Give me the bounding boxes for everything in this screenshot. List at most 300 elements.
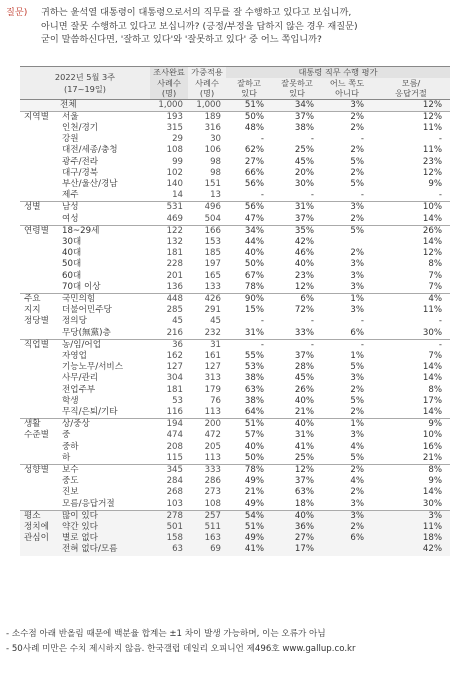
neither-pct: 1%	[350, 293, 364, 304]
bad-pct: 36%	[294, 522, 314, 533]
good-pct: 57%	[244, 430, 264, 441]
bad-pct: 40%	[294, 259, 314, 270]
good-pct: 40%	[244, 248, 264, 259]
question-block	[6, 6, 462, 47]
table-row	[20, 510, 450, 522]
row-group	[20, 453, 60, 465]
bad-pct: 42%	[294, 236, 314, 247]
good-pct: 31%	[244, 327, 264, 338]
bad-pct: 35%	[294, 225, 314, 236]
neither-pct: -	[360, 190, 364, 201]
weighted-count: 127	[204, 362, 221, 373]
weighted-count: 69	[210, 544, 221, 555]
dk-pct: 14%	[422, 213, 442, 224]
row-label: 기능노무/서비스	[62, 362, 124, 373]
sample-count: 36	[172, 339, 183, 350]
row-group: 주요	[24, 293, 41, 304]
row-group	[20, 499, 60, 511]
weighted-count: 504	[204, 213, 221, 224]
sample-count: 304	[166, 373, 183, 384]
dk-pct: 11%	[422, 522, 442, 533]
sample-count: 315	[166, 122, 183, 133]
table-row	[20, 123, 450, 134]
neither-pct: 3%	[350, 498, 364, 509]
sample-count: 158	[166, 533, 183, 544]
row-label: 인천/경기	[62, 122, 99, 133]
good-pct: 63%	[244, 384, 264, 395]
good-pct: 78%	[244, 281, 264, 292]
sample-count: 162	[166, 350, 183, 361]
row-group	[20, 271, 60, 282]
row-group: 평소	[24, 510, 41, 521]
sample-count: 63	[172, 544, 183, 555]
neither-pct: 2%	[350, 384, 364, 395]
bad-pct: 25%	[294, 145, 314, 156]
bad-pct: 6%	[300, 293, 314, 304]
row-group	[20, 134, 60, 145]
good-pct: -	[260, 190, 264, 201]
sample-count: 469	[166, 213, 183, 224]
bad-pct: 18%	[294, 498, 314, 509]
row-label: 약간 있다	[62, 522, 98, 533]
neither-pct: 3%	[350, 99, 364, 110]
good-pct: 62%	[244, 145, 264, 156]
sample-count: 501	[166, 522, 183, 533]
sample-count: 132	[166, 236, 183, 247]
table-row	[20, 134, 450, 145]
dk-pct: -	[438, 134, 442, 145]
dk-pct: 12%	[422, 167, 442, 178]
bad-pct: 63%	[294, 487, 314, 498]
neither-pct: 2%	[350, 122, 364, 133]
bad-pct: 30%	[294, 178, 314, 189]
neither-pct: 3%	[350, 202, 364, 213]
sample-count: 122	[166, 225, 183, 236]
bad-pct: 46%	[294, 248, 314, 259]
row-label: 자영업	[62, 350, 87, 361]
good-pct: 47%	[244, 213, 264, 224]
row-group: 정당별	[24, 316, 49, 327]
dk-pct: 7%	[428, 281, 442, 292]
table-row	[20, 99, 450, 111]
sample-count: 448	[166, 293, 183, 304]
dk-pct: 12%	[422, 99, 442, 110]
neither-pct: 2%	[350, 487, 364, 498]
neither-pct: 4%	[350, 441, 364, 452]
weighted-count: 197	[204, 259, 221, 270]
sample-count: 103	[166, 498, 183, 509]
row-group	[20, 351, 60, 362]
weighted-count: 13	[210, 190, 221, 201]
dk-pct: 30%	[422, 498, 442, 509]
dk-pct: 18%	[422, 533, 442, 544]
weighted-count: 30	[210, 134, 221, 145]
neither-pct: 2%	[350, 167, 364, 178]
table-row	[20, 237, 450, 248]
neither-pct: 3%	[350, 510, 364, 521]
question-line: 아니면 잘못 수행하고 있다고 보십니까? (긍정/부정을 답하지 않은 경우 재질문)	[41, 20, 358, 32]
weighted-count: 179	[204, 384, 221, 395]
good-pct: 55%	[244, 350, 264, 361]
row-label: 대전/세종/충청	[62, 145, 118, 156]
bad-pct: -	[310, 316, 314, 327]
row-label: 전체	[60, 99, 77, 110]
row-group	[20, 237, 60, 248]
bad-pct: 28%	[294, 362, 314, 373]
row-group	[20, 442, 60, 453]
dk-pct: 3%	[428, 510, 442, 521]
row-label: 남성	[62, 202, 79, 213]
bad-pct: 37%	[294, 350, 314, 361]
results-table	[20, 66, 450, 556]
dk-pct: 17%	[422, 395, 442, 406]
good-pct: 51%	[244, 522, 264, 533]
row-group	[20, 362, 60, 373]
row-label: 모름/응답거절	[62, 498, 115, 509]
good-pct: 40%	[244, 441, 264, 452]
table-row	[20, 190, 450, 202]
dk-pct: 11%	[422, 122, 442, 133]
bad-pct: 40%	[294, 395, 314, 406]
good-pct: 41%	[244, 544, 264, 555]
dk-pct: -	[438, 190, 442, 201]
row-label: 전혀 없다/모름	[62, 544, 118, 555]
table-row	[20, 385, 450, 396]
bad-pct: 33%	[294, 327, 314, 338]
row-label: 별로 없다	[62, 533, 98, 544]
neither-pct: 1%	[350, 350, 364, 361]
table-row	[20, 168, 450, 179]
dk-pct: 14%	[422, 362, 442, 373]
weighted-count: 189	[204, 111, 221, 122]
table-row	[20, 282, 450, 294]
weighted-count: 45	[210, 316, 221, 327]
table-row	[20, 225, 450, 237]
row-label: 무직/은퇴/기타	[62, 406, 118, 417]
weighted-count: 286	[204, 476, 221, 487]
dk-header: 모름/	[372, 78, 450, 89]
row-label: 제주	[62, 190, 79, 201]
weighted-count: 113	[204, 452, 221, 463]
weighted-count: 76	[210, 395, 221, 406]
weighted-count: 98	[210, 156, 221, 167]
dk-pct: -	[438, 316, 442, 327]
row-label: 더불어민주당	[62, 305, 112, 316]
good-pct: 51%	[244, 99, 264, 110]
row-label: 정의당	[62, 316, 87, 327]
row-label: 중	[62, 430, 71, 441]
neither-pct: 5%	[350, 156, 364, 167]
row-group	[20, 179, 60, 190]
weighted-count: 166	[204, 225, 221, 236]
row-label: 국민의힘	[62, 293, 96, 304]
weighted-count: 200	[204, 419, 221, 430]
weighted-count: 165	[204, 270, 221, 281]
row-group: 직업별	[24, 339, 49, 350]
weighted-count: 98	[210, 167, 221, 178]
neither-pct: 3%	[350, 270, 364, 281]
good-pct: 38%	[244, 373, 264, 384]
dk-pct: 30%	[422, 327, 442, 338]
row-label: 많이 있다	[62, 510, 98, 521]
row-group	[20, 544, 60, 555]
bad-header-2: 있다	[272, 88, 322, 99]
row-label: 18~29세	[62, 225, 100, 236]
sample-done-header: 조사완료	[150, 67, 188, 78]
bad-pct: 23%	[294, 270, 314, 281]
bad-pct: 72%	[294, 305, 314, 316]
table-row	[20, 293, 450, 305]
table-row	[20, 442, 450, 453]
weighted-count: 257	[204, 510, 221, 521]
weighted-cases-header: 사례수	[188, 78, 226, 89]
row-group: 지지	[24, 305, 41, 316]
footnote: - 소수점 아래 반올림 때문에 백분율 합계는 ±1 차이 발생 가능하며, 이는 오류가 아님	[6, 629, 326, 639]
sample-count: 193	[166, 111, 183, 122]
good-pct: 50%	[244, 452, 264, 463]
row-label: 상/중상	[62, 419, 90, 430]
neither-pct: 5%	[350, 395, 364, 406]
weighted-count: 291	[204, 305, 221, 316]
period-header	[20, 67, 150, 100]
bad-pct: 31%	[294, 430, 314, 441]
dk-pct: 10%	[422, 430, 442, 441]
neither-header: 어느 쪽도	[322, 78, 372, 89]
dk-pct: 21%	[422, 452, 442, 463]
dk-pct: 11%	[422, 145, 442, 156]
table-body	[20, 99, 450, 556]
good-pct: 51%	[244, 419, 264, 430]
row-group	[20, 157, 60, 168]
table-row	[20, 316, 450, 327]
neither-pct: 6%	[350, 533, 364, 544]
table-row	[20, 157, 450, 168]
dk-pct: 7%	[428, 350, 442, 361]
row-group	[20, 328, 60, 340]
row-group: 관심이	[24, 533, 49, 544]
dk-pct: 11%	[422, 305, 442, 316]
bad-pct: 38%	[294, 122, 314, 133]
table-row	[20, 465, 450, 477]
row-group	[20, 145, 60, 156]
dk-pct: 12%	[422, 248, 442, 259]
row-label: 부산/울산/경남	[62, 178, 118, 189]
table-row	[20, 362, 450, 373]
dk-pct: 14%	[422, 487, 442, 498]
dk-pct: 9%	[428, 178, 442, 189]
sample-count: 345	[166, 465, 183, 475]
neither-pct: 2%	[350, 465, 364, 475]
neither-pct: 5%	[350, 178, 364, 189]
weighted-count: 113	[204, 406, 221, 417]
good-pct: 38%	[244, 395, 264, 406]
weighted-count: 133	[204, 281, 221, 292]
weighted-count: 161	[204, 350, 221, 361]
table-row	[20, 533, 450, 544]
dk-pct: 12%	[422, 111, 442, 122]
good-header: 잘하고	[226, 78, 272, 89]
neither-pct: 2%	[350, 248, 364, 259]
good-pct: 64%	[244, 406, 264, 417]
good-pct: 56%	[244, 178, 264, 189]
sample-count: 194	[166, 419, 183, 430]
neither-pct	[322, 544, 372, 555]
sample-count: 208	[166, 441, 183, 452]
dk-pct: 42%	[422, 544, 442, 555]
good-pct: 56%	[244, 202, 264, 213]
neither-pct: 2%	[350, 213, 364, 224]
table-row	[20, 339, 450, 351]
good-pct: 50%	[244, 111, 264, 122]
question-line: 귀하는 윤석열 대통령이 대통령으로서의 직무를 잘 수행하고 있다고 보십니까,	[41, 7, 352, 18]
good-pct: 27%	[244, 156, 264, 167]
bad-pct: 21%	[294, 406, 314, 417]
row-group	[20, 190, 60, 202]
good-pct: 48%	[244, 122, 264, 133]
table-row	[20, 351, 450, 362]
row-label: 하	[62, 452, 71, 463]
sample-count: 29	[172, 134, 183, 145]
bad-pct: 20%	[294, 167, 314, 178]
weighted-count: 273	[204, 487, 221, 498]
row-label: 대구/경북	[62, 167, 99, 178]
row-group	[20, 214, 60, 226]
sample-count: 216	[166, 327, 183, 338]
row-group: 정치에	[24, 522, 49, 533]
row-group: 성향별	[24, 465, 49, 475]
good-pct: 66%	[244, 167, 264, 178]
bad-pct: 37%	[294, 111, 314, 122]
row-label: 보수	[62, 465, 79, 475]
sample-count: 45	[172, 316, 183, 327]
weighted-count: 472	[204, 430, 221, 441]
sample-count: 474	[166, 430, 183, 441]
weighted-cases-unit: (명)	[188, 88, 226, 99]
weighted-count: 31	[210, 339, 221, 350]
table-row	[20, 544, 450, 555]
sample-count: 285	[166, 305, 183, 316]
neither-pct: 2%	[350, 522, 364, 533]
table-row	[20, 419, 450, 431]
weighted-count: 333	[204, 465, 221, 475]
bad-pct: 31%	[294, 202, 314, 213]
weighted-count: 106	[204, 145, 221, 156]
good-pct: 21%	[244, 487, 264, 498]
row-group	[20, 476, 60, 487]
weighted-count: 163	[204, 533, 221, 544]
question-text	[41, 6, 462, 47]
neither-pct: 3%	[350, 281, 364, 292]
period-line: (17~19일)	[64, 83, 106, 94]
table-row	[20, 328, 450, 340]
bad-pct: 45%	[294, 156, 314, 167]
sample-count: 115	[166, 452, 183, 463]
weighted-count: 153	[204, 236, 221, 247]
table-row	[20, 453, 450, 465]
table-row	[20, 430, 450, 441]
neither-pct: 2%	[350, 111, 364, 122]
bad-pct: 37%	[294, 476, 314, 487]
table-row	[20, 487, 450, 498]
dk-pct: 8%	[428, 259, 442, 270]
weighted-count: 313	[204, 373, 221, 384]
row-group: 지역별	[24, 111, 49, 122]
table-row	[20, 202, 450, 214]
dk-pct: 26%	[422, 225, 442, 236]
row-group	[20, 407, 60, 419]
sample-count: 181	[166, 384, 183, 395]
bad-pct: 25%	[294, 452, 314, 463]
bad-header: 잘못하고	[272, 78, 322, 89]
table-row	[20, 259, 450, 270]
row-label: 진보	[62, 487, 79, 498]
row-label: 중도	[62, 476, 79, 487]
row-label: 학생	[62, 395, 79, 406]
footnotes	[6, 627, 466, 657]
row-group: 성별	[24, 202, 41, 213]
good-pct: 67%	[244, 270, 264, 281]
sample-count: 278	[166, 510, 183, 521]
row-label: 중하	[62, 441, 79, 452]
bad-pct: 45%	[294, 373, 314, 384]
dk-pct: 8%	[428, 465, 442, 475]
bad-pct: 17%	[294, 544, 314, 555]
sample-count: 14	[172, 190, 183, 201]
dk-pct: 10%	[422, 202, 442, 213]
row-group	[20, 99, 60, 111]
neither-pct: 3%	[350, 430, 364, 441]
dk-pct: 14%	[422, 236, 442, 247]
table-row	[20, 499, 450, 511]
good-pct: -	[260, 316, 264, 327]
dk-pct: 16%	[422, 441, 442, 452]
neither-pct: 3%	[350, 373, 364, 384]
bad-pct: 26%	[294, 384, 314, 395]
row-label: 사무/관리	[62, 373, 99, 384]
bad-pct: 12%	[294, 465, 314, 475]
good-pct: 53%	[244, 362, 264, 373]
table-row	[20, 179, 450, 190]
weighted-count: 426	[204, 293, 221, 304]
row-group	[20, 373, 60, 384]
neither-pct: 2%	[350, 406, 364, 417]
sample-count: 181	[166, 248, 183, 259]
bad-pct: 37%	[294, 213, 314, 224]
neither-header-2: 아니다	[322, 88, 372, 99]
row-label: 60대	[62, 270, 82, 281]
weighted-count: 151	[204, 178, 221, 189]
dk-pct: 7%	[428, 270, 442, 281]
row-label: 서울	[62, 111, 79, 122]
bad-pct: -	[310, 339, 314, 350]
weighted-count: 232	[204, 327, 221, 338]
footnote: - 50사례 미만은 수치 제시하지 않음. 한국갤럽 데일리 오피니언 제496호 www.gallup.co.kr	[6, 644, 356, 654]
neither-pct: -	[360, 134, 364, 145]
cases-unit: (명)	[150, 88, 188, 99]
neither-pct: 1%	[350, 419, 364, 430]
bad-pct: 27%	[294, 533, 314, 544]
dk-pct: -	[438, 339, 442, 350]
row-label: 전업주부	[62, 384, 96, 395]
good-pct: 49%	[244, 498, 264, 509]
weighted-header: 가중적용	[188, 67, 226, 78]
neither-pct: 5%	[350, 362, 364, 373]
good-pct: 54%	[244, 510, 264, 521]
bad-pct: -	[310, 134, 314, 145]
row-label: 농/임/어업	[62, 339, 101, 350]
sample-count: 140	[166, 178, 183, 189]
period-line: 2022년 5월 3주	[54, 71, 116, 82]
